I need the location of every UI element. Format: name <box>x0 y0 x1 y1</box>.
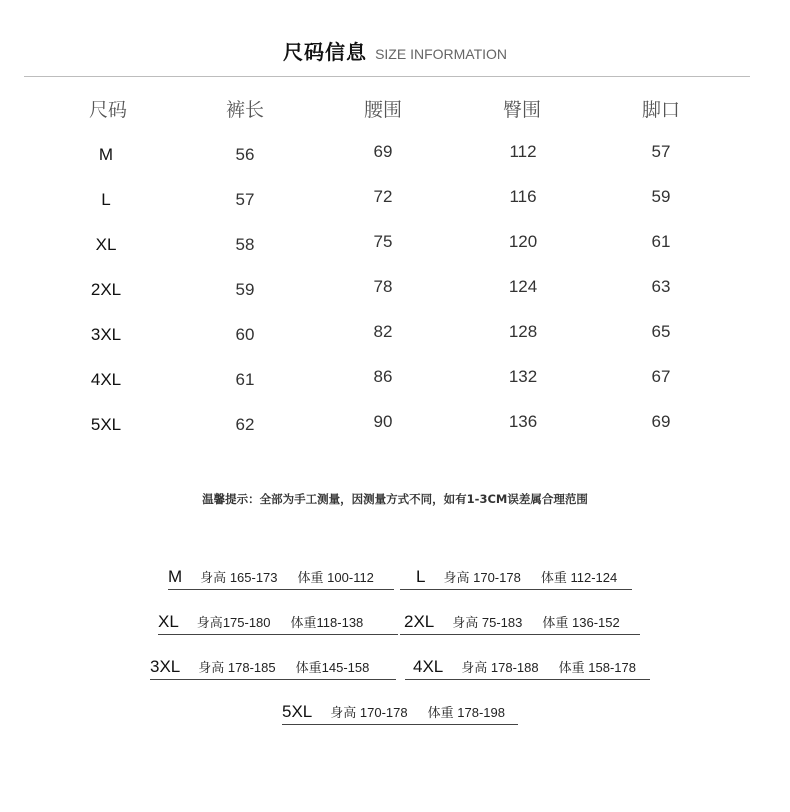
cell-hem: 63 <box>651 277 671 296</box>
cell-size: 5XL <box>90 415 122 434</box>
recommendation-item <box>405 657 650 680</box>
weight-label: 体重 <box>295 661 322 676</box>
cell-waist: 72 <box>373 187 393 206</box>
recommendation-item <box>158 612 398 635</box>
weight-label: 体重 <box>558 661 585 676</box>
height-label: 身高 <box>196 616 223 631</box>
cell-size: L <box>101 190 111 209</box>
rec-weight: 136-152 <box>572 615 620 630</box>
height-label: 身高 <box>198 661 225 676</box>
cell-length: 59 <box>235 280 255 299</box>
recommendation-item <box>168 567 394 590</box>
height-label: 身高 <box>443 571 470 586</box>
cell-length: 61 <box>235 370 255 389</box>
cell-size: XL <box>95 235 117 254</box>
rec-weight: 118-138 <box>316 615 364 630</box>
rec-size: 5XL <box>282 702 313 721</box>
cell-hem: 61 <box>651 232 671 251</box>
cell-length: 62 <box>235 415 255 434</box>
rec-height: 75-183 <box>481 615 523 630</box>
cell-size: M <box>98 145 114 164</box>
recommendation-item <box>150 657 396 680</box>
rec-height: 170-178 <box>359 705 408 720</box>
cell-length: 60 <box>235 325 255 344</box>
rec-size: M <box>168 567 183 586</box>
weight-label: 体重 <box>427 706 454 721</box>
cell-size: 3XL <box>90 325 122 344</box>
cell-length: 58 <box>235 235 255 254</box>
weight-label: 体重 <box>542 616 569 631</box>
page-title <box>0 36 790 65</box>
cell-hem: 57 <box>651 142 671 161</box>
cell-hip: 136 <box>508 412 538 431</box>
height-label: 身高 <box>461 661 488 676</box>
cell-hem: 59 <box>651 187 671 206</box>
cell-hem: 67 <box>651 367 671 386</box>
weight-label: 体重 <box>297 571 324 586</box>
weight-label: 体重 <box>290 616 317 631</box>
cell-hip: 112 <box>509 142 537 161</box>
title-english: SIZE INFORMATION <box>375 46 508 62</box>
cell-length: 57 <box>235 190 255 209</box>
cell-hem: 69 <box>651 412 671 431</box>
column-header-waist: 腰围 <box>363 99 403 121</box>
cell-hip: 132 <box>508 367 538 386</box>
height-label: 身高 <box>330 706 357 721</box>
title-divider <box>24 76 750 77</box>
cell-waist: 90 <box>373 412 393 431</box>
cell-size: 4XL <box>90 370 122 389</box>
column-header-hem: 脚口 <box>641 99 681 121</box>
cell-waist: 78 <box>373 277 393 296</box>
cell-hip: 116 <box>509 187 537 206</box>
rec-size: 2XL <box>404 612 435 631</box>
weight-label: 体重 <box>540 571 567 586</box>
rec-size: L <box>416 567 426 586</box>
cell-hip: 120 <box>508 232 538 251</box>
cell-hip: 128 <box>508 322 538 341</box>
recommendation-item <box>400 567 632 590</box>
rec-height: 178-185 <box>227 660 276 675</box>
height-label: 身高 <box>452 616 479 631</box>
height-label: 身高 <box>200 571 227 586</box>
rec-weight: 178-198 <box>457 705 505 720</box>
rec-size: 4XL <box>413 657 444 676</box>
cell-waist: 86 <box>373 367 393 386</box>
rec-size: XL <box>158 612 179 631</box>
rec-size: 3XL <box>150 657 181 676</box>
rec-weight: 158-178 <box>588 660 636 675</box>
column-header-size: 尺码 <box>88 99 128 121</box>
recommendation-item <box>400 612 640 635</box>
cell-length: 56 <box>235 145 255 164</box>
cell-hip: 124 <box>508 277 538 296</box>
cell-size: 2XL <box>90 280 122 299</box>
rec-weight: 100-112 <box>327 570 374 585</box>
recommendation-item <box>282 702 518 725</box>
column-header-length: 裤长 <box>225 99 265 121</box>
measurement-note: 温馨提示：全部为手工测量，因测量方式不同，如有1-3CM误差属合理范围 <box>202 492 588 506</box>
rec-weight: 145-158 <box>321 660 370 675</box>
rec-height: 175-180 <box>222 615 271 630</box>
cell-waist: 69 <box>373 142 393 161</box>
cell-hem: 65 <box>651 322 671 341</box>
cell-waist: 75 <box>373 232 393 251</box>
rec-height: 170-178 <box>473 570 521 585</box>
rec-height: 165-173 <box>229 570 278 585</box>
rec-weight: 112-124 <box>570 570 618 585</box>
column-header-hip: 臀围 <box>502 99 542 121</box>
title-chinese: 尺码信息 <box>282 40 367 64</box>
rec-height: 178-188 <box>490 660 539 675</box>
cell-waist: 82 <box>373 322 393 341</box>
